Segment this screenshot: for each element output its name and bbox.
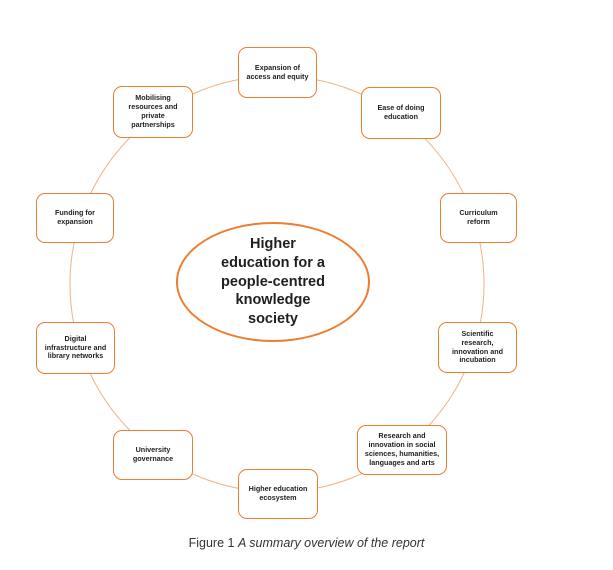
node-expansion-of-access: Expansion of access and equity bbox=[238, 47, 317, 98]
center-topic: Higher education for a people-centred knowledge society bbox=[176, 222, 370, 342]
figure-caption bbox=[0, 536, 613, 550]
caption-title: A summary overview of the report bbox=[237, 536, 425, 550]
node-curriculum-reform: Curriculum reform bbox=[440, 193, 517, 243]
node-mobilising-resources: Mobilising resources and private partnerships bbox=[113, 86, 193, 138]
node-funding-for-expansion: Funding for expansion bbox=[36, 193, 114, 243]
node-digital-infrastructure: Digital infrastructure and library networks bbox=[36, 322, 115, 374]
node-research-social-sciences: Research and innovation in social sciences, humanities, languages and arts bbox=[357, 425, 447, 475]
node-ease-of-doing-education: Ease of doing education bbox=[361, 87, 441, 139]
node-scientific-research: Scientific research, innovation and incubation bbox=[438, 322, 517, 373]
node-higher-education-ecosystem: Higher education ecosystem bbox=[238, 469, 318, 519]
caption-prefix: Figure 1 bbox=[188, 536, 238, 550]
node-university-governance: University governance bbox=[113, 430, 193, 480]
